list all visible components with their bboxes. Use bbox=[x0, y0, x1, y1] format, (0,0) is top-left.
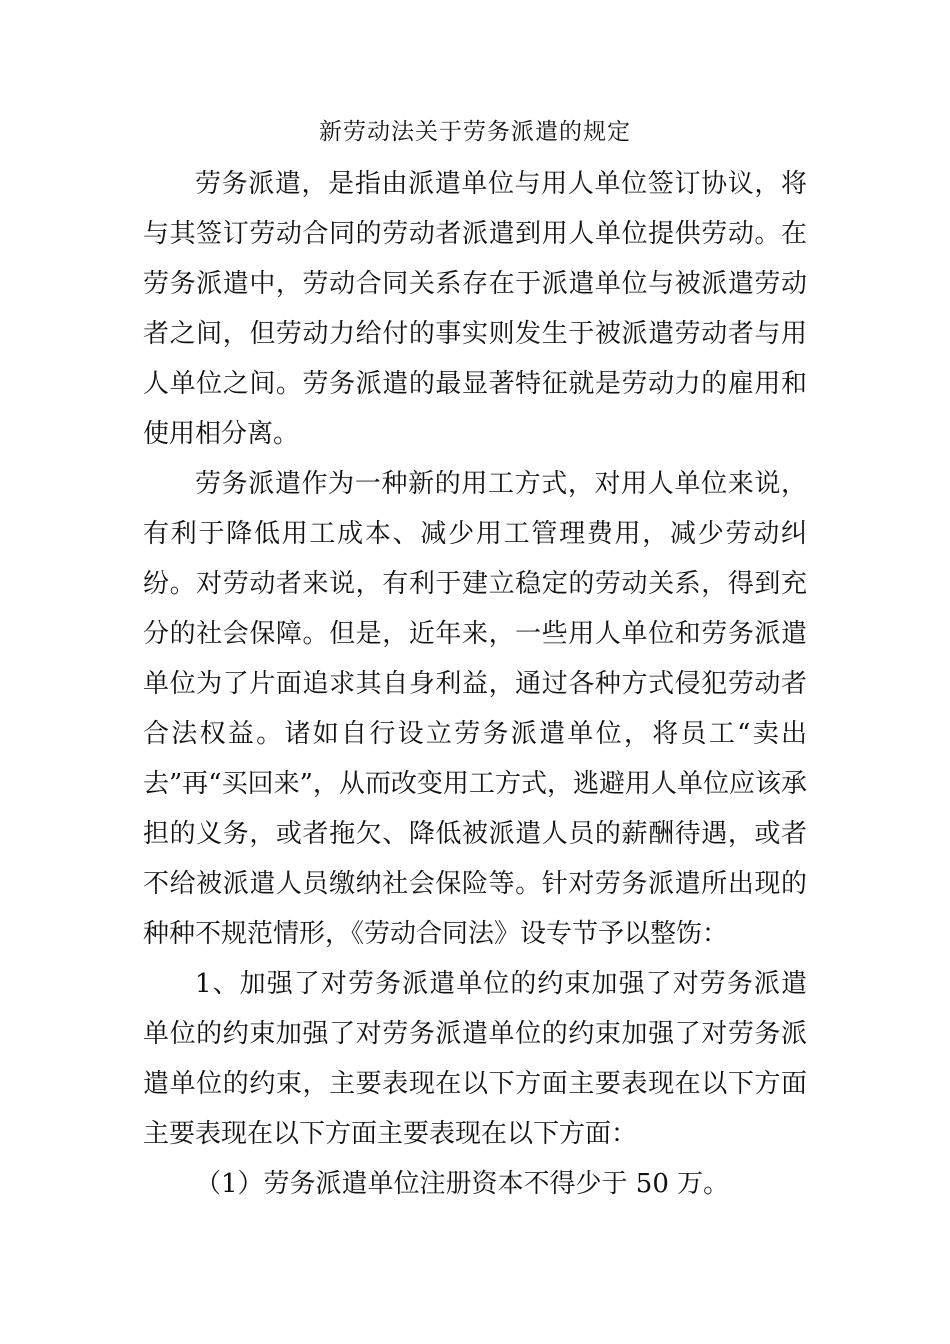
paragraph-definition: 劳务派遣，是指由派遣单位与用人单位签订协议，将与其签订劳动合同的劳动者派遣到用人单位提供劳动。在劳务派遣中，劳动合同关系存在于派遣单位与被派遣劳动者之间，但劳动力给付的事实则发生于被派遣劳动者与用人单位之间。劳务派遣的最显著特征就是劳动力的雇用和使用相分离。 bbox=[143, 169, 807, 449]
document-body bbox=[143, 159, 807, 1209]
paragraph-item-1: 1、加强了对劳务派遣单位的约束加强了对劳务派遣单位的约束加强了对劳务派遣单位的约束加强了对劳务派遣单位的约束，主要表现在以下方面主要表现在以下方面主要表现在以下方面主要表现在以下方面： bbox=[143, 969, 807, 1149]
document-title: 新劳动法关于劳务派遣的规定 bbox=[319, 119, 631, 145]
paragraph-subitem-1: （1）劳务派遣单位注册资本不得少于 50 万。 bbox=[195, 1169, 730, 1199]
paragraph-background: 劳务派遣作为一种新的用工方式，对用人单位来说，有利于降低用工成本、减少用工管理费用，减少劳动纠纷。对劳动者来说，有利于建立稳定的劳动关系，得到充分的社会保障。但是，近年来，一些用人单位和劳务派遣单位为了片面追求其自身利益，通过各种方式侵犯劳动者合法权益。诸如自行设立劳务派遣单位，将员工“卖出去”再“买回来”，从而改变用工方式，逃避用人单位应该承担的义务，或者拖欠、降低被派遣人员的薪酬待遇，或者不给被派遣人员缴纳社会保险等。针对劳务派遣所出现的种种不规范情形，《劳动合同法》设专节予以整饬： bbox=[143, 469, 807, 949]
